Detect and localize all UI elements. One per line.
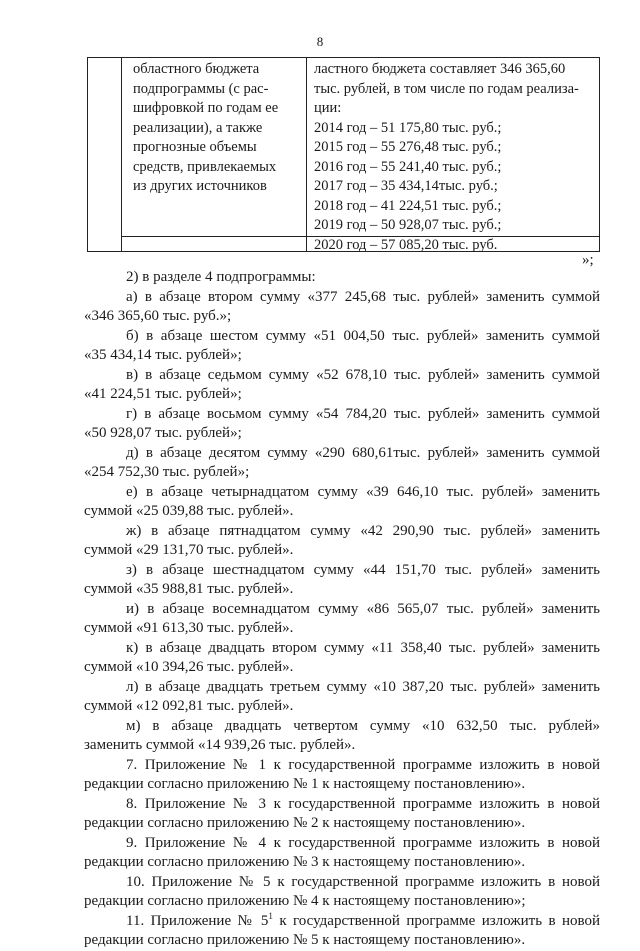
table-line: 2019 год – 50 928,07 тыс. руб.; [314, 217, 502, 233]
paragraph-first-line: а) в абзаце втором сумму «377 245,68 тыс. рублей» заменить суммой [126, 288, 600, 305]
paragraph-continuation: «254 752,30 тыс. рублей»; [84, 464, 250, 480]
paragraph-continuation: суммой «29 131,70 тыс. рублей». [84, 542, 294, 558]
paragraph-text: 11. Приложение № 5 [126, 912, 269, 929]
paragraph-continuation: суммой «91 613,30 тыс. рублей». [84, 620, 294, 636]
paragraph-first-line: ж) в абзаце пятнадцатом сумму «42 290,90 тыс. рублей» заменить [126, 522, 600, 539]
table-cell-right [314, 60, 599, 255]
table-line: прогнозные объемы [133, 139, 257, 155]
table-line: 2018 год – 41 224,51 тыс. руб.; [314, 197, 502, 214]
table-line: областного бюджета [133, 61, 260, 77]
superscript: 1 [268, 910, 273, 921]
paragraph-first-line: к) в абзаце двадцать втором сумму «11 358,40 тыс. рублей» заменить [126, 639, 600, 656]
table-line: 2014 год – 51 175,80 тыс. руб.; [314, 119, 502, 136]
paragraph-continuation: редакции согласно приложению № 4 к настоящему постановлению»; [84, 893, 526, 909]
paragraph-continuation: редакции согласно приложению № 2 к настоящему постановлению». [84, 815, 526, 831]
table-line: 2015 год – 55 276,48 тыс. руб.; [314, 139, 502, 155]
paragraph-first-line: и) в абзаце восемнадцатом сумму «86 565,07 тыс. рублей» заменить [126, 600, 600, 617]
table-cell-left [133, 60, 308, 197]
paragraph-first-line: 10. Приложение № 5 к государственной программе изложить в новой [126, 873, 600, 890]
paragraph-continuation: «35 434,14 тыс. рублей»; [84, 347, 242, 363]
table-line: ластного бюджета составляет 346 365,60 [314, 61, 566, 77]
paragraph-continuation: «346 365,60 тыс. руб.»; [84, 308, 232, 324]
paragraph-first-line: л) в абзаце двадцать третьем сумму «10 387,20 тыс. рублей» заменить [126, 678, 600, 695]
table-divider [121, 58, 122, 251]
table-line: 2020 год – 57 085,20 тыс. руб. [314, 236, 498, 253]
paragraph-first-line: г) в абзаце восьмом сумму «54 784,20 тыс. рублей» заменить суммой [126, 405, 600, 422]
table-line: тыс. рублей, в том числе по годам реализа- [314, 80, 579, 97]
paragraph-continuation: суммой «25 039,88 тыс. рублей». [84, 503, 294, 519]
table-line: ции: [314, 100, 342, 116]
table-line: 2016 год – 55 241,40 тыс. руб.; [314, 158, 502, 175]
paragraph-first-line: б) в абзаце шестом сумму «51 004,50 тыс. рублей» заменить суммой [126, 327, 600, 344]
paragraph-first-line: м) в абзаце двадцать четвертом сумму «10 632,50 тыс. рублей» [126, 717, 600, 734]
paragraph-text: к государственной программе изложить в новой [272, 912, 601, 929]
paragraph-continuation: «41 224,51 тыс. рублей»; [84, 386, 242, 402]
paragraph-first-line: 7. Приложение № 1 к государственной программе изложить в новой [126, 756, 600, 773]
closing-quote-mark: »; [582, 252, 594, 268]
paragraph-first-line: д) в абзаце десятом сумму «290 680,61тыс. рублей» заменить суммой [126, 444, 600, 461]
table-line: реализации), а также [133, 119, 263, 136]
paragraph-continuation: заменить суммой «14 939,26 тыс. рублей». [84, 737, 356, 753]
paragraph-first-line [84, 912, 600, 932]
paragraph-continuation: «50 928,07 тыс. рублей»; [84, 425, 242, 441]
paragraph-first-line: 8. Приложение № 3 к государственной программе изложить в новой [126, 795, 600, 812]
table-line: подпрограммы (с рас- [133, 80, 269, 97]
paragraph-continuation: суммой «12 092,81 тыс. рублей». [84, 698, 294, 714]
budget-table [87, 57, 600, 252]
page-number: 8 [316, 34, 324, 49]
table-line: шифровкой по годам ее [133, 100, 279, 116]
table-line: из других источников [133, 178, 267, 194]
paragraph-first-line: з) в абзаце шестнадцатом сумму «44 151,70 тыс. рублей» заменить [126, 561, 600, 578]
paragraph-first-line: 9. Приложение № 4 к государственной программе изложить в новой [126, 834, 600, 851]
paragraph-first-line: 2) в разделе 4 подпрограммы: [126, 269, 316, 285]
paragraph-first-line: е) в абзаце четырнадцатом сумму «39 646,10 тыс. рублей» заменить [126, 483, 600, 500]
paragraph-continuation: редакции согласно приложению № 1 к настоящему постановлению». [84, 776, 526, 792]
paragraph-continuation: редакции согласно приложению № 3 к настоящему постановлению». [84, 854, 526, 870]
paragraph-continuation: редакции согласно приложению № 5 к настоящему постановлению». [84, 932, 526, 948]
table-line: 2017 год – 35 434,14тыс. руб.; [314, 178, 498, 194]
paragraph-first-line: в) в абзаце седьмом сумму «52 678,10 тыс. рублей» заменить суммой [126, 366, 600, 383]
paragraph-continuation: суммой «35 988,81 тыс. рублей». [84, 581, 294, 597]
table-line: средств, привлекаемых [133, 158, 277, 175]
amendment-text [84, 268, 600, 951]
paragraph-continuation: суммой «10 394,26 тыс. рублей». [84, 659, 294, 675]
